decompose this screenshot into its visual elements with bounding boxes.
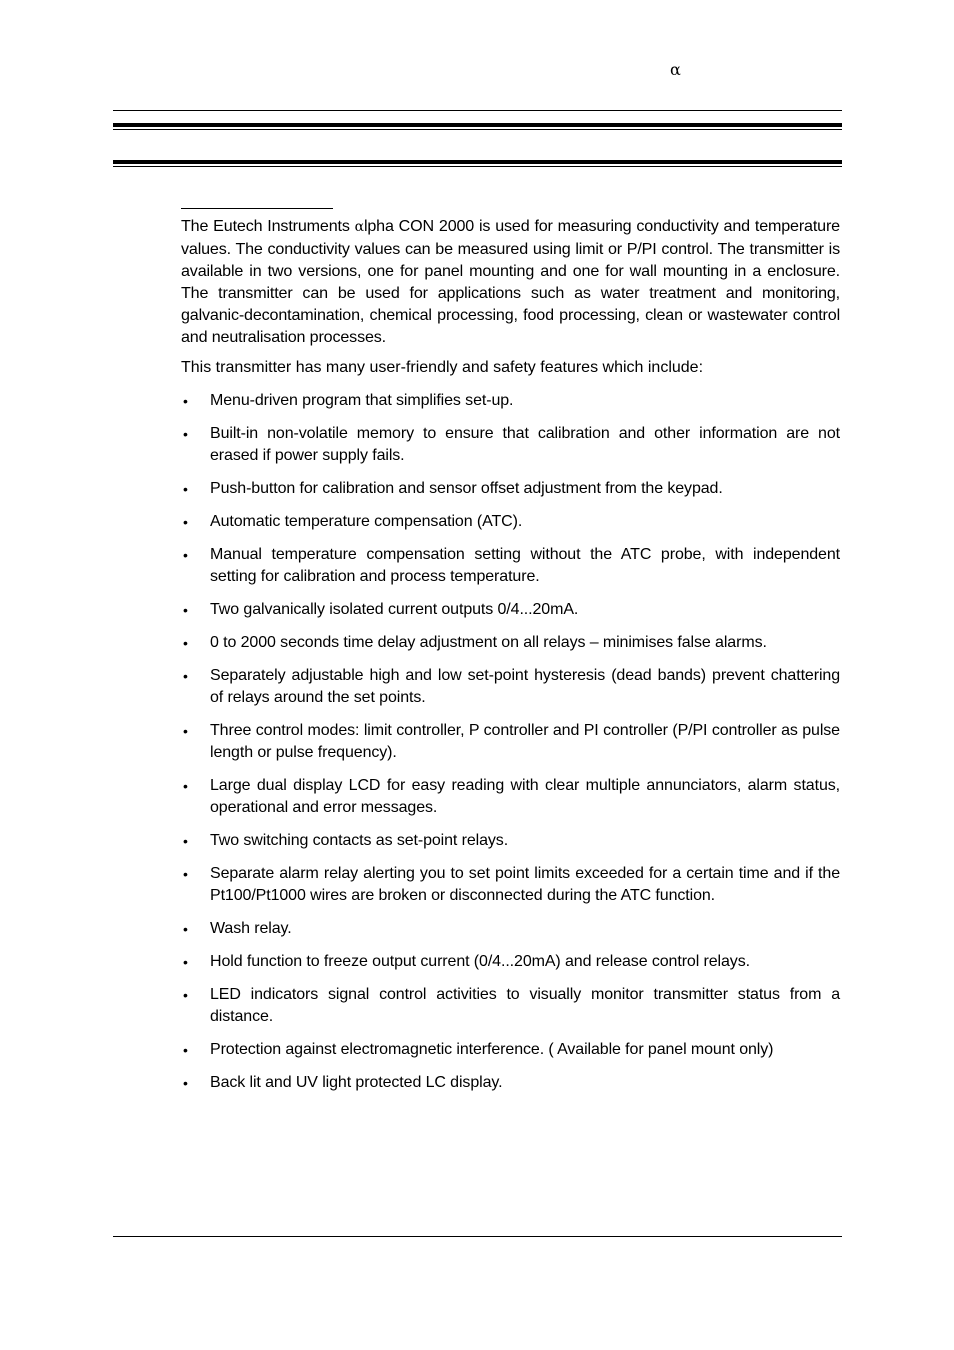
feature-text: Separate alarm relay alerting you to set point limits exceeded for a certain time and if the Pt100/Pt1000 wires are broken or disconnected during the ATC function. [210,865,840,904]
bullet-icon: • [183,866,188,882]
bullet-icon: • [183,921,188,937]
bullet-icon: • [183,602,188,618]
feature-item [181,665,840,709]
header-alpha-symbol: α [670,60,681,79]
bullet-icon: • [183,635,188,651]
feature-text: 0 to 2000 seconds time delay adjustment on all relays – minimises false alarms. [210,634,767,651]
intro-paragraph [181,215,840,348]
intro-text-rest: lpha CON 2000 is used for measuring conductivity and temperature values. The conductivity values can be measured using limit or P/PI control. The transmitter is available in two versions, one for panel mounting and one for wall mounting in a enclosure. The transmitter can be used for applications such as water treatment and monitoring, galvanic-decontamination, chemical processing, food processing, clean or wastewater control and neutralisation processes. [181,217,840,346]
bullet-icon: • [183,954,188,970]
bullet-icon: • [183,1075,188,1091]
bullet-icon: • [183,778,188,794]
feature-text: Manual temperature compensation setting without the ATC probe, with independent setting for calibration and process temperature. [210,546,840,585]
feature-text: Menu-driven program that simplifies set-up. [210,392,514,409]
feature-text: Back lit and UV light protected LC display. [210,1074,503,1091]
feature-text: Automatic temperature compensation (ATC). [210,513,523,530]
bullet-icon: • [183,393,188,409]
feature-text: Two galvanically isolated current outputs 0/4...20mA. [210,601,579,618]
feature-text: Two switching contacts as set-point relays. [210,832,509,849]
feature-item [181,951,840,973]
feature-item [181,1039,840,1061]
bullet-icon: • [183,547,188,563]
feature-text: Three control modes: limit controller, P controller and PI controller (P/PI controller as pulse length or pulse frequency). [210,722,840,761]
intro-alpha-symbol: α [354,219,364,235]
feature-text: Large dual display LCD for easy reading with clear multiple annunciators, alarm status, operational and error messages. [210,777,840,816]
feature-text: Protection against electromagnetic interference. ( Available for panel mount only) [210,1041,774,1058]
bullet-icon: • [183,723,188,739]
bullet-icon: • [183,833,188,849]
bullet-icon: • [183,514,188,530]
feature-item [181,632,840,654]
feature-text: Separately adjustable high and low set-point hysteresis (dead bands) prevent chattering of relays around the set points. [210,667,840,706]
title-rule-top-thick [113,123,842,127]
feature-item [181,423,840,467]
features-lead-in: This transmitter has many user-friendly and safety features which include: [181,359,704,376]
section-heading-underline [181,208,333,209]
feature-item [181,984,840,1028]
bullet-icon: • [183,481,188,497]
bullet-icon: • [183,987,188,1003]
bullet-icon: • [183,1042,188,1058]
feature-item [181,830,840,852]
feature-item [181,599,840,621]
feature-item [181,478,840,500]
bullet-icon: • [183,426,188,442]
feature-item [181,918,840,940]
feature-list [181,390,840,1094]
header-rule-thin [113,110,842,111]
feature-text: Built-in non-volatile memory to ensure that calibration and other information are not erased if power supply fails. [210,425,840,464]
title-rule-bottom-thin [113,166,842,167]
footer-rule [113,1236,842,1237]
main-content [181,215,840,1105]
feature-text: Hold function to freeze output current (0/4...20mA) and release control relays. [210,953,750,970]
feature-item [181,863,840,907]
feature-item [181,511,840,533]
title-rule-bottom-thick [113,160,842,164]
title-rule-top-thin [113,129,842,130]
feature-text: Wash relay. [210,920,292,937]
feature-item [181,1072,840,1094]
feature-item [181,720,840,764]
feature-item [181,775,840,819]
feature-text: Push-button for calibration and sensor offset adjustment from the keypad. [210,480,723,497]
feature-text: LED indicators signal control activities to visually monitor transmitter status from a distance. [210,986,840,1025]
feature-item [181,390,840,412]
feature-item [181,544,840,588]
bullet-icon: • [183,668,188,684]
intro-text-start: The Eutech Instruments [181,217,355,235]
